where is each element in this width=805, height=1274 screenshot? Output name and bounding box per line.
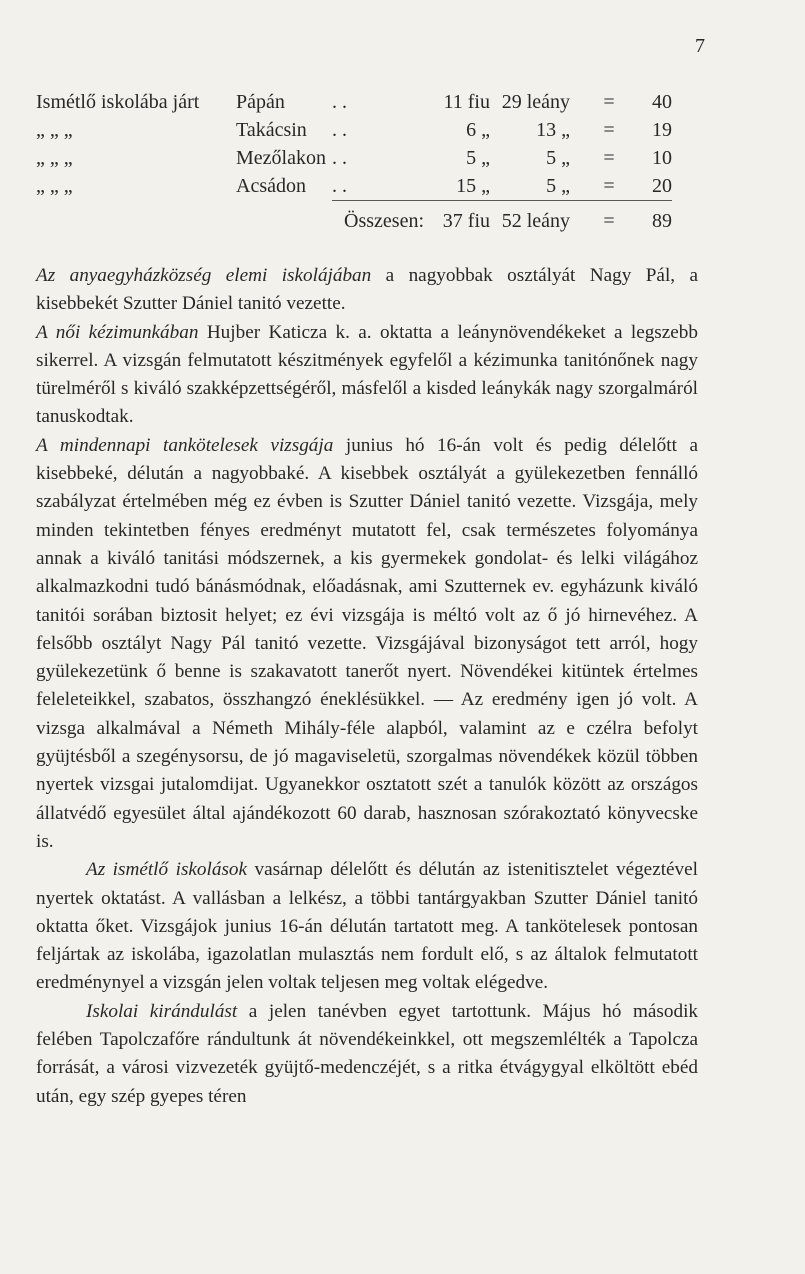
paragraph-heading: Az anyaegyházközség elemi iskolájában bbox=[36, 265, 372, 286]
body-text bbox=[36, 262, 698, 1111]
row-place: Acsádon bbox=[236, 175, 306, 197]
row-girls: 13 „ bbox=[536, 119, 570, 141]
row-place: Takácsin bbox=[236, 119, 307, 141]
paragraph-text: a nagyobbak osztályát Nagy Pál, a kisebbekét Szutter Dániel tanitó vezette. bbox=[36, 265, 699, 315]
row-boys: 6 „ bbox=[466, 119, 490, 141]
row-boys: 11 fiu bbox=[443, 91, 490, 113]
paragraph bbox=[36, 432, 698, 856]
row-lead: „ „ „ bbox=[36, 147, 73, 169]
total-row bbox=[36, 201, 672, 236]
row-girls: 5 „ bbox=[496, 172, 576, 201]
row-equals: = bbox=[603, 91, 615, 113]
paragraph bbox=[36, 998, 698, 1111]
row-equals: = bbox=[603, 119, 615, 141]
row-girls: 5 „ bbox=[546, 147, 570, 169]
row-equals: = bbox=[603, 147, 615, 169]
row-total: 20 bbox=[642, 172, 672, 201]
total-sum: 89 bbox=[652, 210, 672, 232]
row-dots: . . bbox=[332, 147, 347, 169]
table-row bbox=[36, 144, 672, 172]
total-boys: 37 fiu bbox=[442, 210, 490, 232]
paragraph bbox=[36, 262, 698, 319]
table-row bbox=[36, 172, 672, 201]
row-equals: = bbox=[576, 172, 642, 201]
row-lead: „ „ „ bbox=[36, 175, 73, 197]
paragraph-heading: Az ismétlő iskolások bbox=[86, 859, 248, 881]
row-dots: . . bbox=[332, 172, 436, 201]
paragraph-heading: Iskolai kirándulást bbox=[86, 1000, 238, 1022]
table-row bbox=[36, 88, 672, 116]
row-place: Mezőlakon bbox=[236, 147, 326, 169]
row-dots: . . bbox=[332, 91, 347, 113]
attendance-table bbox=[36, 88, 672, 235]
row-boys: 5 „ bbox=[466, 147, 490, 169]
row-lead: „ „ „ bbox=[36, 119, 73, 141]
table-row bbox=[36, 116, 672, 144]
paragraph bbox=[36, 319, 698, 432]
paragraph-heading: A női kézimunkában bbox=[36, 321, 199, 343]
row-place: Pápán bbox=[236, 91, 285, 113]
total-label: Összesen: bbox=[344, 210, 424, 232]
paragraph-text: junius hó 16-án volt és pedig délelőtt a kisebbeké, délután a nagyobbaké. A kisebbek osztályát a gyülekezetben fennálló szabályzat értelmében még ez évben is Szutter Dániel tanitó vezette. Vizsgája, mely minden tekintetben fényes eredményt mutatott fel, csak természetes folyománya annak a kiváló tanitási módszernek, a kis gyermekek gondolat- és lelki világához alkalmazkodni tudó bánásmódnak, előadásnak, ami Szutternek ev. egyházunk kiváló tanitói sorában biztosit helyet; ez évi vizsgája is méltó volt az ő jó hirnevéhez. A felsőbb osztályt Nagy Pál tanitó vezette. Vizsgájával bizonyságot tett arról, hogy gyülekezetünk ő benne is szakavatott tanerőt nyert. Növendékei kitüntek értelmes feleleteikkel, szabatos, összhangzó éneklésükkel. — Az eredmény igen jó volt. A vizsga alkalmával a Németh Mihály-féle alapból, valamint az e czélra befolyt gyüjtésből a szegénysorsu, de jó magaviseletü, szorgalmas növendékek közül többen nyertek vizsgai jutalomdijat. Ugyanekkor osztatott szét a tanulók között az országos állatvédő egyesület által ajándékozott 60 darab, hasznosan szórakoztató könyvecske is. bbox=[36, 434, 698, 852]
paragraph-heading: A mindennapi tankötelesek vizsgája bbox=[36, 434, 334, 456]
row-lead: Ismétlő iskolába járt bbox=[36, 91, 200, 113]
total-equals: = bbox=[603, 210, 615, 232]
page-number: 7 bbox=[695, 35, 705, 57]
paragraph bbox=[36, 856, 698, 997]
row-total: 40 bbox=[652, 91, 672, 113]
row-total: 10 bbox=[652, 147, 672, 169]
row-total: 19 bbox=[652, 119, 672, 141]
paragraph-text: Hujber Katicza k. a. oktatta a leánynövendékeket a legszebb sikerrel. A vizsgán felmutatott készitmények egyfelől a kézimunka tanitónőnek nagy türelméről s kiváló szakképzettségéről, másfelől a kisded leánykák nagy szorgalmáról tanuskodtak. bbox=[36, 321, 698, 428]
row-girls: 29 leány bbox=[501, 91, 570, 113]
paragraph-text: a jelen tanévben egyet tartottunk. Május hó második felében Tapolczafőre rándultunk át növendékeinkkel, ott megszemlélték a Tapolcza forrását, a városi vizvezeték gyüjtő-medenczéjét, s a ritka étvágygyal elköltött ebéd után, egy szép gyepes téren bbox=[36, 1000, 698, 1107]
paragraph-text: vasárnap délelőtt és délután az istenitisztelet végeztével nyertek oktatást. A vallásban a lelkész, a többi tantárgyakban Szutter Dániel tanitó oktatta őket. Vizsgájok junius 16-án délután tartatott meg. A tankötelesek pontosan feljártak az iskolába, igazolatlan mulasztás nem fordult elő, s az általok felmutatott eredménynyel a vizsgán jelen voltak teljesen meg voltak elégedve. bbox=[36, 859, 698, 994]
row-boys: 15 „ bbox=[436, 172, 496, 201]
total-girls: 52 leány bbox=[501, 210, 570, 232]
row-dots: . . bbox=[332, 119, 347, 141]
